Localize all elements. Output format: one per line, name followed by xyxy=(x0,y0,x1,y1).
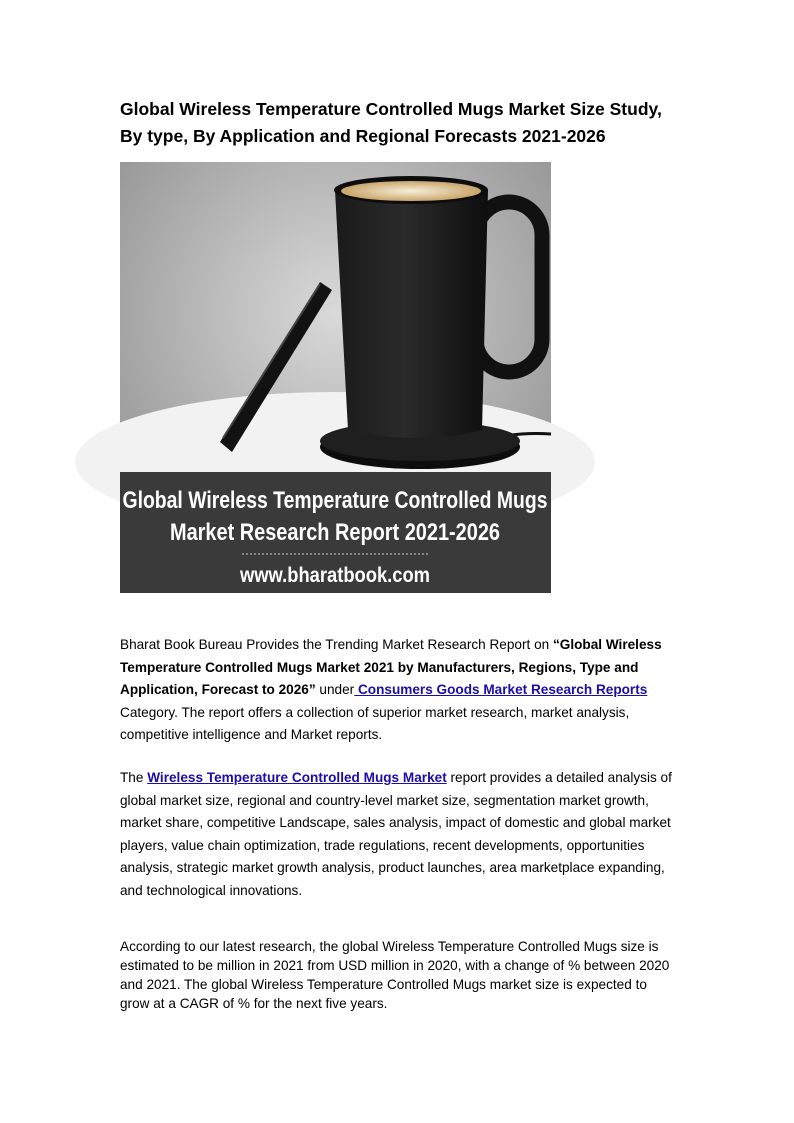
intro-rest-text: Category. The report offers a collection of superior market research, market analysis, competitive intelligence and Market reports. xyxy=(120,704,630,742)
banner-line-1: Global Wireless Temperature Controlled Mugs xyxy=(122,487,548,514)
under-text: under xyxy=(315,682,355,697)
report-description-paragraph xyxy=(120,767,680,902)
market-report-link[interactable]: Wireless Temperature Controlled Mugs Market xyxy=(147,770,447,785)
research-summary-paragraph: According to our latest research, the global Wireless Temperature Controlled Mugs size is estimated to be million in 2021 from USD million in 2020, with a change of % between 2020 and 2021. The global Wireless Temperature Controlled Mugs market size is expected to grow at a CAGR of % for the next five years. xyxy=(120,939,670,1011)
consumer-goods-category-link[interactable]: Consumers Goods Market Research Reports xyxy=(354,682,648,697)
banner-line-2: Market Research Report 2021-2026 xyxy=(170,519,500,546)
intro-text: Bharat Book Bureau Provides the Trending Market Research Report on xyxy=(120,637,553,652)
report-title-text: “Global Wireless Temperature Controlled Mugs Market 2021 by Manufacturers, Regions, Type and Application, Forecast to 2026” xyxy=(120,637,662,697)
product-banner-image xyxy=(120,162,551,593)
description-lead-text: The xyxy=(120,770,148,785)
banner-url: www.bharatbook.com xyxy=(239,564,430,587)
description-rest-text: report provides a detailed analysis of global market size, regional and country-level market size, segmentation market growth, market share, competitive Landscape, sales analysis, impact of domestic and global market players, value chain optimization, trade regulations, recent developments, opportunities analysis, strategic market growth analysis, product launches, area marketplace expanding, and technological innovations. xyxy=(120,770,672,898)
page-title: Global Wireless Temperature Controlled Mugs Market Size Study, By type, By Application and Regional Forecasts 2021-2026 xyxy=(120,99,662,146)
intro-paragraph xyxy=(120,634,680,747)
